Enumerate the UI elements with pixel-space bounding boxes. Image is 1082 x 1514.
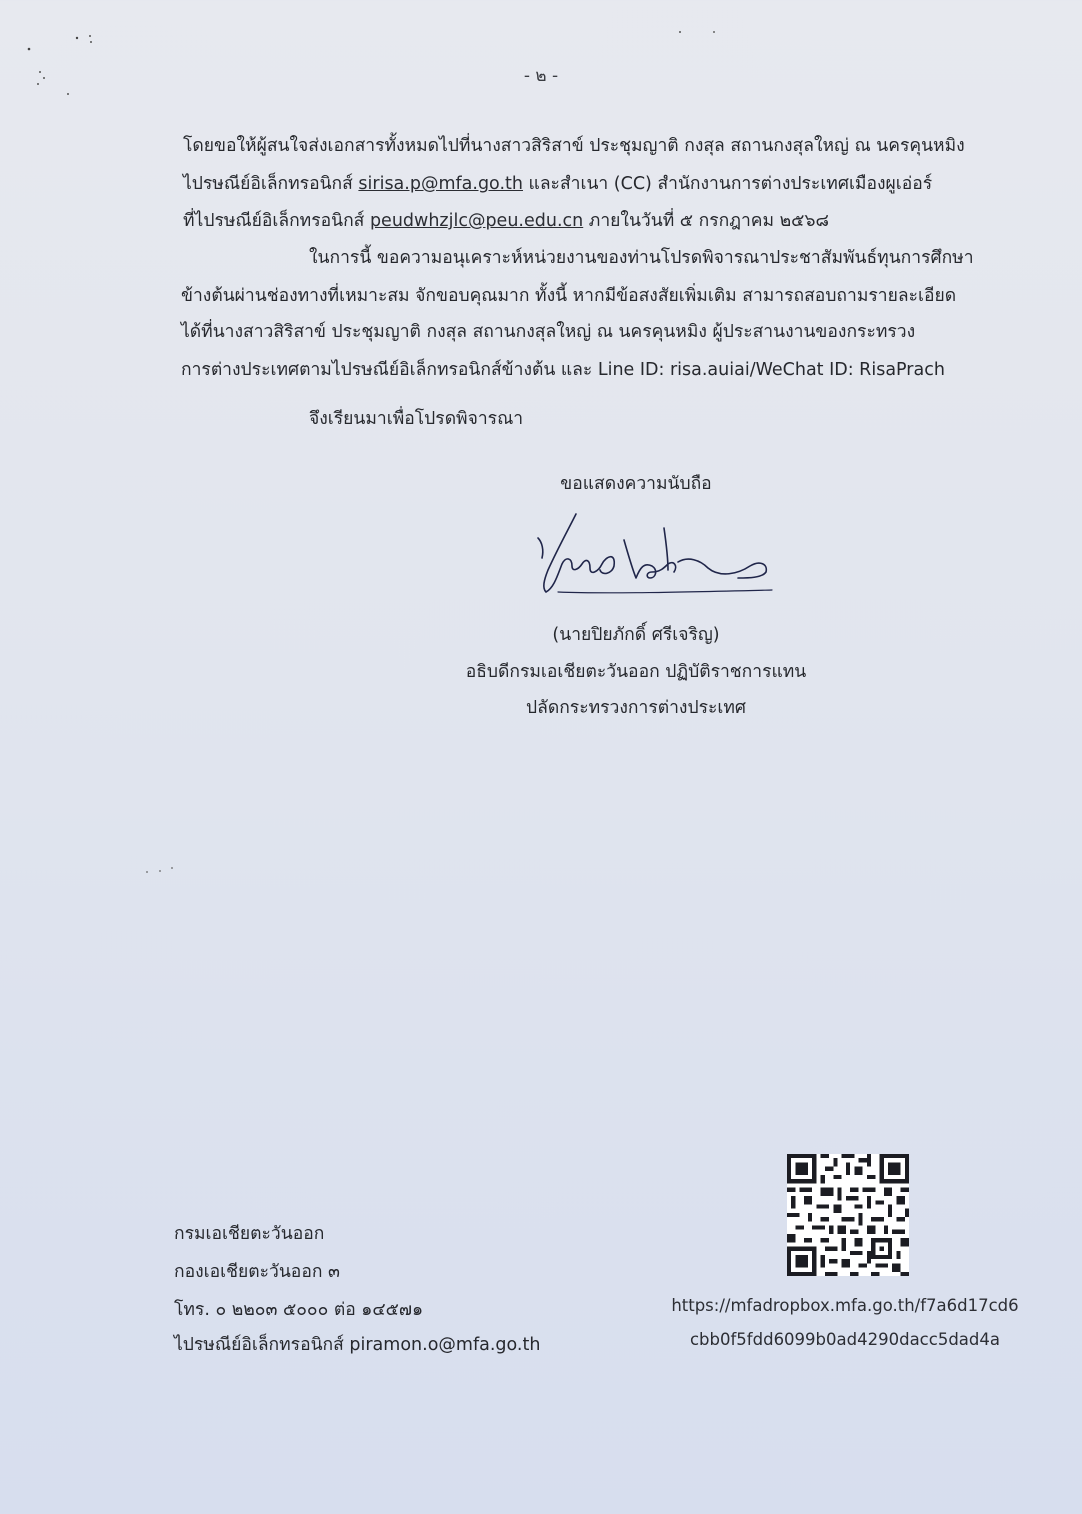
body-line-1: โดยขอให้ผู้สนใจส่งเอกสารทั้งหมดไปที่นางสาวสิริสาข์ ประชุมญาติ กงสุล สถานกงสุลใหญ่ ณ นครคุนหมิง <box>183 136 965 156</box>
body-line-3-prefix: ที่ไปรษณีย์อิเล็กทรอนิกส์ <box>183 211 370 231</box>
handwritten-signature <box>528 508 778 606</box>
qr-url-line-2[interactable]: cbb0f5fdd6099b0ad4290dacc5dad4a <box>689 1330 1000 1349</box>
body-line-2 <box>183 176 932 194</box>
qr-code[interactable] <box>787 1154 909 1276</box>
body-line-2-suffix: และสำเนา (CC) สำนักงานการต่างประเทศเมืองผูเอ่อร์ <box>522 174 933 194</box>
para2-line-2: ข้างต้นผ่านช่องทางที่เหมาะสม จักขอบคุณมาก ทั้งนี้ หากมีข้อสงสัยเพิ่มเติม สามารถสอบถามรายละเอียด <box>181 286 957 306</box>
footer-division: กองเอเชียตะวันออก ๓ <box>174 1262 340 1282</box>
salutation: ขอแสดงความนับถือ <box>560 474 712 494</box>
qr-url-line-1[interactable]: https://mfadropbox.mfa.go.th/f7a6d17cd6 <box>671 1296 1019 1315</box>
body-line-3 <box>183 213 829 231</box>
para2-line-3: ได้ที่นางสาวสิริสาข์ ประชุมญาติ กงสุล สถานกงสุลใหญ่ ณ นครคุนหมิง ผู้ประสานงานของกระทรวง <box>181 322 916 342</box>
footer-email: ไปรษณีย์อิเล็กทรอนิกส์ piramon.o@mfa.go.th <box>174 1335 541 1355</box>
page-number: - ๒ - <box>523 66 559 86</box>
signatory-position-1: อธิบดีกรมเอเชียตะวันออก ปฏิบัติราชการแทน <box>465 662 807 682</box>
body-line-3-suffix: ภายในวันที่ ๕ กรกฎาคม ๒๕๖๘ <box>583 211 829 231</box>
footer-department: กรมเอเชียตะวันออก <box>174 1224 325 1244</box>
signatory-name: (นายปิยภักดิ์ ศรีเจริญ) <box>552 625 720 645</box>
para2-line-1: ในการนี้ ขอความอนุเคราะห์หน่วยงานของท่านโปรดพิจารณาประชาสัมพันธ์ทุนการศึกษา <box>309 248 974 268</box>
footer-phone: โทร. ๐ ๒๒๐๓ ๕๐๐๐ ต่อ ๑๔๕๗๑ <box>174 1300 424 1320</box>
closing-line: จึงเรียนมาเพื่อโปรดพิจารณา <box>309 409 524 429</box>
para2-line-4: การต่างประเทศตามไปรษณีย์อิเล็กทรอนิกส์ข้างต้น และ Line ID: risa.auiai/WeChat ID: RisaPrach <box>181 360 945 380</box>
body-line-2-prefix: ไปรษณีย์อิเล็กทรอนิกส์ <box>183 174 359 194</box>
signatory-position-2: ปลัดกระทรวงการต่างประเทศ <box>526 698 746 718</box>
email-link-sirisa[interactable]: sirisa.p@mfa.go.th <box>358 174 523 194</box>
email-link-peu[interactable]: peudwhzjlc@peu.edu.cn <box>369 211 584 231</box>
